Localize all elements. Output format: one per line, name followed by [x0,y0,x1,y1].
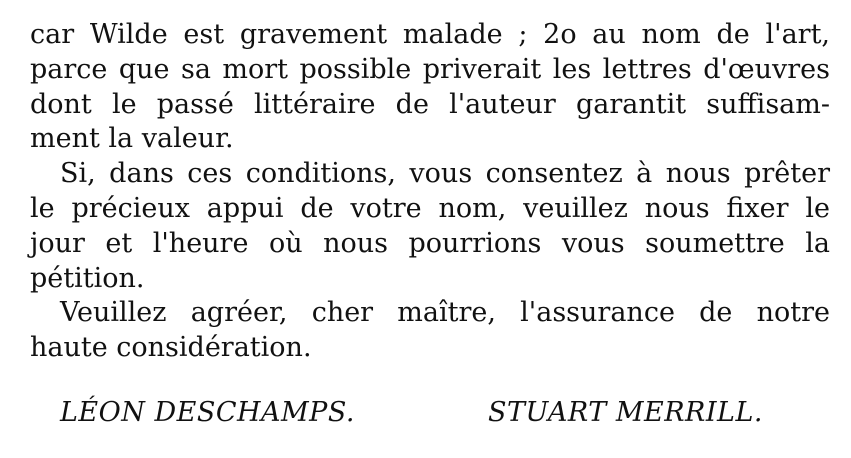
text-line: jour et l'heure où nous pourrions vous soumettre la [30,227,830,259]
letter-body [30,18,830,366]
text-line: haute considération. [30,332,312,364]
text-line: dont le passé littéraire de l'auteur garantit suffisam- [30,88,830,120]
text-line: pétition. [30,262,145,294]
signature-stuart-merrill: STUART MERRILL. [488,397,763,428]
text-line: le précieux appui de votre nom, veuillez nous fixer le [30,192,830,224]
text-line: car Wilde est gravement malade ; 2o au nom de l'art, [30,19,830,50]
text-line: Si, dans ces conditions, vous consentez à nous prêter [60,158,830,190]
text-line: ment la valeur. [30,123,234,155]
text-line: parce que sa mort possible priverait les lettres d'œuvres [30,53,830,85]
signature-leon-deschamps: LÉON DESCHAMPS. [60,397,355,428]
text-line: Veuillez agréer, cher maître, l'assurance de notre [60,297,830,329]
